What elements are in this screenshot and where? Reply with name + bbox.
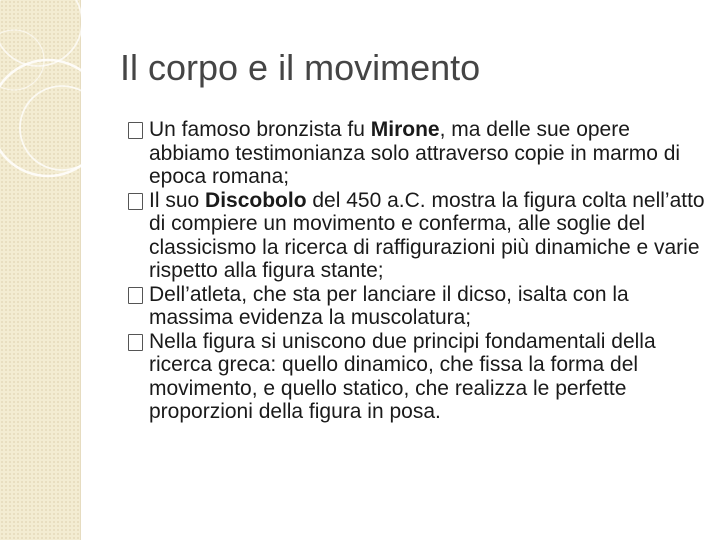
bullet-text-segment: del 450 a.C. mostra la figura colta nell’atto di compiere un movimento e conferma, alle soglie del classicismo la ricerca di raffigurazioni più dinamiche e varie rispetto alla figura stante; <box>149 188 705 282</box>
bullet-item <box>128 283 708 330</box>
bullet-list <box>128 118 708 424</box>
bullet-item <box>128 330 708 424</box>
bullet-item <box>128 118 708 189</box>
decorative-circles <box>0 0 120 220</box>
bullet-bold-term: Mirone <box>370 118 440 141</box>
slide-title: Il corpo e il movimento <box>120 47 481 88</box>
bullet-text-segment: Dell’atleta, che sta per lanciare il dicso, isalta con la massima evidenza la muscolatura; <box>149 282 629 329</box>
bullet-box-icon <box>128 287 143 304</box>
bullet-text-segment: Il suo <box>149 188 206 212</box>
bullet-text-segment: Un famoso bronzista fu <box>149 118 371 141</box>
bullet-box-icon <box>128 334 143 351</box>
bullet-bold-term: Discobolo <box>205 188 307 212</box>
bullet-box-icon <box>128 193 143 210</box>
bullet-text-segment: , ma delle sue opere abbiamo testimonianza solo attraverso copie in marmo di epoca romana; <box>149 118 681 188</box>
bullet-item <box>128 189 708 283</box>
bullet-text-segment: Nella figura si uniscono due principi fondamentali della ricerca greca: quello dinamico, che fissa la forma del movimento, e quello statico, che realizza le perfette proporzioni della figura in posa. <box>149 329 656 423</box>
bullet-box-icon <box>128 122 143 139</box>
